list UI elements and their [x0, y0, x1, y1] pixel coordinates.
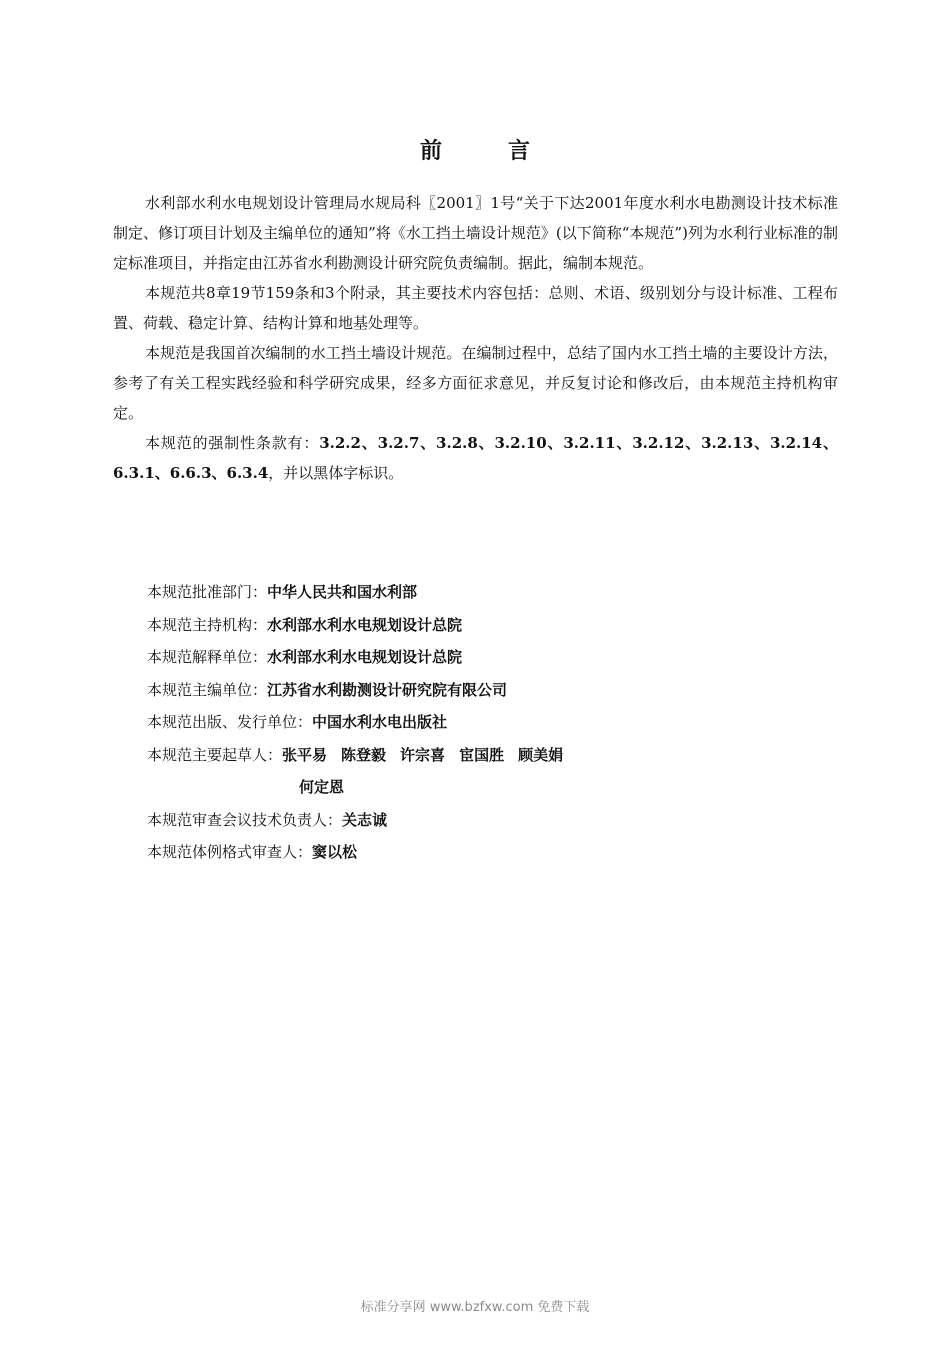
publisher-label: 本规范出版、发行单位：: [147, 713, 313, 731]
drafter-name: 陈登毅: [341, 745, 387, 764]
drafters-continued-row: [147, 771, 837, 804]
drafter-name: 许宗喜: [400, 745, 446, 764]
paragraph-mandatory: [113, 428, 838, 488]
host-label: 本规范主持机构：: [147, 615, 268, 634]
drafters-row: [147, 739, 837, 772]
publisher-value: 中国水利水电出版社: [312, 713, 448, 731]
host-value: 水利部水利水电规划设计总院: [267, 615, 463, 634]
approval-row: [147, 576, 837, 609]
drafter-name: 张平易: [282, 745, 328, 764]
interpret-label: 本规范解释单位：: [147, 648, 268, 666]
paragraph-1: 水利部水利水电规划设计管理局水规局科〖2001〗1号“关于下达2001年度水利水电勘测设计技术标准制定、修订项目计划及主编单位的通知”将《水工挡土墙设计规范》(以下简称“本规范”)列为水利行业标准的制定标准项目，并指定由江苏省水利勘测设计研究院负责编制。据此，编制本规范。: [113, 194, 838, 272]
editor-row: [147, 674, 837, 707]
drafter-name: 何定恩: [299, 778, 345, 796]
drafters-label: 本规范主要起草人：: [147, 745, 283, 764]
review-row: [147, 804, 837, 837]
interpret-value: 水利部水利水电规划设计总院: [267, 648, 463, 666]
drafter-name: 宦国胜: [459, 745, 505, 764]
standard-info-list: [147, 576, 837, 869]
approval-label: 本规范批准部门：: [147, 583, 268, 601]
publisher-row: [147, 706, 837, 739]
preface-body: [113, 188, 838, 488]
mandatory-prefix: 本规范的强制性条款有：: [145, 434, 320, 452]
drafters-names: [282, 746, 577, 764]
editor-value: 江苏省水利勘测设计研究院有限公司: [267, 680, 508, 699]
paragraph-2: 本规范共8章19节159条和3个附录，其主要技术内容包括：总则、术语、级别划分与设计标准、工程布置、荷载、稳定计算、结构计算和地基处理等。: [113, 284, 838, 332]
mandatory-suffix: ，并以黑体字标识。: [268, 464, 404, 482]
mandatory-clauses: 3.2.2、3.2.7、3.2.8、3.2.10、3.2.11、3.2.12、3.2.13、3.2.14、6.3.1、6.6.3、6.3.4: [113, 434, 838, 482]
review-value: 关志诚: [342, 810, 388, 829]
page-title: 前 言: [419, 139, 552, 164]
format-value: 窦以松: [312, 843, 358, 861]
footer-watermark: 标准分享网 www.bzfxw.com 免费下载: [360, 1300, 590, 1315]
editor-label: 本规范主编单位：: [147, 680, 268, 699]
approval-value: 中华人民共和国水利部: [267, 583, 418, 601]
format-label: 本规范体例格式审查人：: [147, 843, 313, 861]
host-row: [147, 609, 837, 642]
review-label: 本规范审查会议技术负责人：: [147, 810, 343, 829]
paragraph-3: 本规范是我国首次编制的水工挡土墙设计规范。在编制过程中，总结了国内水工挡土墙的主要设计方法，参考了有关工程实践经验和科学研究成果，经多方面征求意见，并反复讨论和修改后，由本规范主持机构审定。: [113, 344, 838, 422]
drafter-name: 顾美娟: [518, 745, 564, 764]
interpret-row: [147, 641, 837, 674]
format-row: [147, 836, 837, 869]
